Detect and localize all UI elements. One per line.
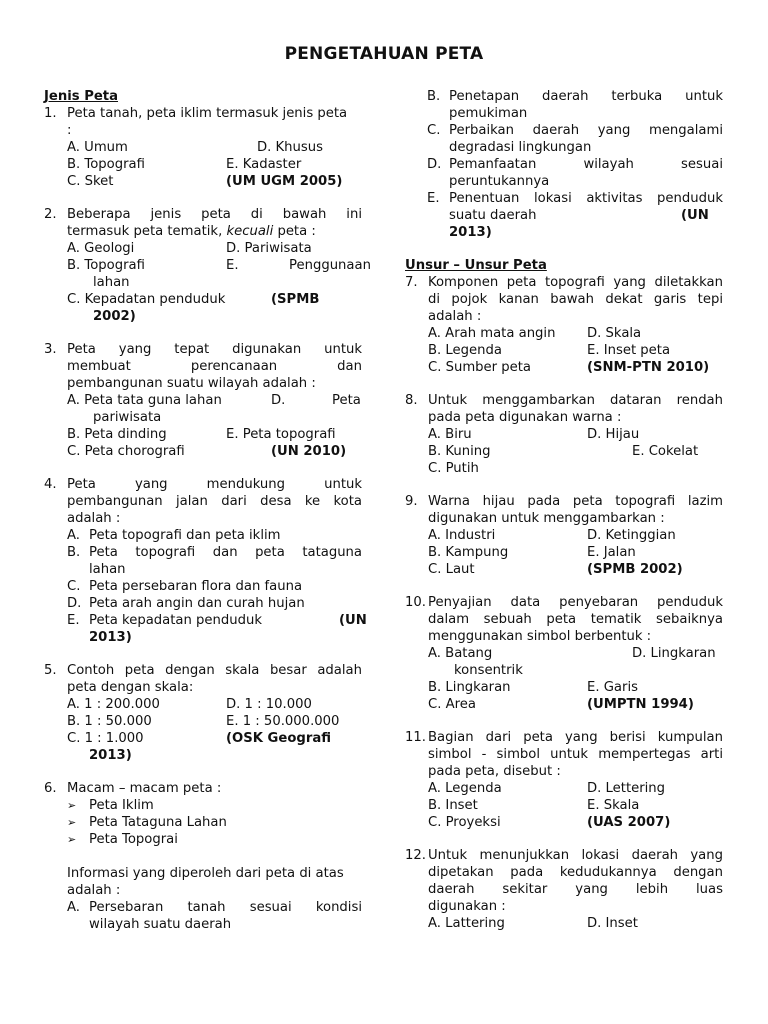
question-number: 2.	[44, 207, 57, 222]
option-c[interactable]: C. Sket	[67, 174, 114, 189]
question-text: Untuk menunjukkan lokasi daerah yang	[428, 848, 723, 863]
option-a[interactable]: A. 1 : 200.000	[67, 697, 160, 712]
source-label: (SNM-PTN 2010)	[587, 360, 710, 375]
option-d[interactable]	[67, 595, 362, 612]
option-c[interactable]	[67, 578, 362, 595]
question-text: Untuk menggambarkan dataran rendah	[428, 393, 723, 408]
arrow-bullet-icon: ➢	[67, 833, 77, 846]
arrow-bullet-icon: ➢	[67, 799, 77, 812]
question-text: Warna hijau pada peta topografi lazim	[428, 494, 723, 509]
question-6	[44, 780, 362, 933]
option-d[interactable]: D. Lingkaran	[632, 646, 716, 661]
question-text: pada peta digunakan warna :	[428, 410, 622, 425]
option-b[interactable]: B. Kampung	[428, 545, 509, 560]
question-number: 3.	[44, 342, 57, 357]
source-label-cont: 2002)	[93, 309, 136, 324]
question-text: digunakan :	[428, 899, 506, 914]
question-text: Macam – macam peta :	[67, 781, 222, 796]
question-1	[44, 105, 362, 190]
option-letter: B.	[427, 89, 441, 104]
source-label: (UN 2010)	[271, 444, 347, 459]
option-a[interactable]: A. Geologi	[67, 241, 135, 256]
source-label: (UN	[681, 208, 709, 223]
option-text: Peta topografi dan peta iklim	[89, 528, 281, 543]
option-e[interactable]: E. Skala	[587, 798, 640, 813]
source-label: (UN	[339, 613, 367, 628]
option-text: Peta arah angin dan curah hujan	[89, 596, 305, 611]
question-text: adalah :	[428, 309, 482, 324]
question-9	[405, 493, 723, 578]
option-e-wrap: suatu daerah	[449, 208, 537, 223]
list-item-text: Peta Tataguna Lahan	[89, 815, 227, 830]
question-number: 10.	[405, 595, 426, 610]
question-text: pada peta, disebut :	[428, 764, 561, 779]
option-letter: C.	[67, 579, 81, 594]
question-number: 9.	[405, 494, 418, 509]
option-e[interactable]: E. Cokelat	[632, 444, 699, 459]
option-c[interactable]	[427, 122, 723, 139]
option-text: Penetapan daerah terbuka untuk	[449, 89, 723, 104]
question-text-emphasis: kecuali	[226, 224, 274, 239]
option-a[interactable]: A. Arah mata angin	[428, 326, 556, 341]
source-label-cont: 2013)	[89, 630, 132, 645]
option-b[interactable]: B. Topografi	[67, 258, 145, 273]
question-text: :	[67, 123, 72, 138]
option-letter: D.	[67, 596, 82, 611]
question-text: adalah :	[67, 883, 121, 898]
question-text: Peta yang tepat digunakan untuk	[67, 342, 362, 357]
option-c[interactable]: C. 1 : 1.000	[67, 731, 144, 746]
option-e[interactable]: E. Inset peta	[587, 343, 671, 358]
option-d[interactable]: D. Pariwisata	[226, 241, 312, 256]
question-number: 6.	[44, 781, 57, 796]
option-letter: A.	[67, 528, 80, 543]
question-4	[44, 476, 367, 646]
option-d[interactable]: D. Skala	[587, 326, 642, 341]
option-b[interactable]: B. Inset	[428, 798, 478, 813]
option-e[interactable]: E. 1 : 50.000.000	[226, 714, 340, 729]
option-e[interactable]: E. Kadaster	[226, 157, 302, 172]
question-text: Penyajian data penyebaran penduduk	[428, 595, 723, 610]
page-title: PENGETAHUAN PETA	[284, 44, 484, 64]
option-b[interactable]: B. 1 : 50.000	[67, 714, 152, 729]
option-letter: A.	[67, 900, 80, 915]
source-label: (UAS 2007)	[587, 815, 671, 830]
source-label: (UMPTN 1994)	[587, 697, 694, 712]
option-d-letter[interactable]: D.	[271, 393, 286, 408]
option-text: Perbaikan daerah yang mengalami	[449, 123, 723, 138]
option-e[interactable]: Penggunaan	[289, 258, 371, 273]
option-d[interactable]: D. 1 : 10.000	[226, 697, 312, 712]
question-text-part: peta :	[273, 224, 316, 239]
left-column	[44, 88, 371, 933]
option-a[interactable]	[67, 527, 362, 544]
option-letter: B.	[67, 545, 81, 560]
option-e[interactable]: E. Peta topografi	[226, 427, 336, 442]
question-text: pembangunan suatu wilayah adalah :	[67, 376, 316, 391]
option-c[interactable]: C. Kepadatan penduduk	[67, 292, 226, 307]
option-text: Persebaran tanah sesuai kondisi	[89, 900, 362, 915]
question-text: adalah :	[67, 511, 121, 526]
option-e-letter[interactable]: E.	[226, 258, 239, 273]
option-b-wrap: lahan	[93, 275, 130, 290]
option-c[interactable]: C. Laut	[428, 562, 475, 577]
option-b-wrap: pemukiman	[449, 106, 528, 121]
section-heading-jenis-peta: Jenis Peta	[44, 89, 119, 104]
source-label-cont: 2013)	[89, 748, 132, 763]
option-d[interactable]: D. Hijau	[587, 427, 640, 442]
question-6-continued	[405, 88, 723, 241]
option-d-wrap: pariwisata	[93, 410, 162, 425]
list-item-text: Peta Iklim	[89, 798, 154, 813]
question-text: Peta tanah, peta iklim termasuk jenis peta	[67, 106, 348, 121]
source-label: (SPMB 2002)	[587, 562, 683, 577]
option-letter: E.	[67, 613, 80, 628]
question-number: 4.	[44, 477, 57, 492]
question-text: simbol - simbol untuk mempertegas arti	[428, 747, 723, 762]
option-b[interactable]: B. Legenda	[428, 343, 502, 358]
option-d[interactable]	[427, 156, 723, 173]
question-number: 5.	[44, 663, 57, 678]
question-text: Bagian dari peta yang berisi kumpulan	[428, 730, 723, 745]
question-text: Komponen peta topografi yang diletakkan	[428, 275, 723, 290]
section-heading-unsur-peta: Unsur – Unsur Peta	[405, 258, 547, 273]
question-number: 1.	[44, 106, 57, 121]
option-text: Peta topografi dan peta tataguna	[89, 545, 362, 560]
option-b[interactable]	[427, 88, 723, 105]
question-7	[405, 274, 723, 376]
option-c-wrap: degradasi lingkungan	[449, 140, 592, 155]
option-e[interactable]: E. Jalan	[587, 545, 636, 560]
option-a-wrap: wilayah suatu daerah	[89, 917, 232, 932]
option-a[interactable]	[67, 899, 362, 916]
question-text: membuat perencanaan dan	[67, 359, 362, 374]
source-label: (SPMB	[271, 292, 320, 307]
option-b[interactable]: B. Kuning	[428, 444, 491, 459]
option-b-wrap: lahan	[89, 562, 126, 577]
source-label: (UM UGM 2005)	[226, 174, 343, 189]
question-number: 8.	[405, 393, 418, 408]
question-text: dalam sebuah peta tematik sebaiknya	[428, 612, 723, 627]
question-5	[44, 662, 362, 764]
question-text: Contoh peta dengan skala besar adalah	[67, 663, 362, 678]
option-d-wrap: konsentrik	[454, 663, 523, 678]
question-number: 7.	[405, 275, 418, 290]
question-text: di pojok kanan bawah dekat garis tepi	[428, 292, 723, 307]
question-12	[405, 847, 723, 932]
option-letter: D.	[427, 157, 442, 172]
option-text: Peta persebaran flora dan fauna	[89, 579, 303, 594]
option-d[interactable]: D. Ketinggian	[587, 528, 676, 543]
option-a[interactable]: A. Lattering	[428, 916, 505, 931]
question-text: dipetakan pada kedudukannya dengan	[428, 865, 723, 880]
question-2	[44, 206, 371, 325]
option-b[interactable]: B. Lingkaran	[428, 680, 511, 695]
list-item	[67, 797, 362, 814]
question-number: 11.	[405, 730, 426, 745]
option-letter: E.	[427, 191, 440, 206]
list-item	[67, 831, 362, 848]
option-a[interactable]: A. Biru	[428, 427, 472, 442]
question-10	[405, 594, 723, 713]
option-a[interactable]: A. Peta tata guna lahan	[67, 393, 222, 408]
option-d[interactable]: D. Lettering	[587, 781, 666, 796]
option-c[interactable]: C. Proyeksi	[428, 815, 501, 830]
option-text: Peta kepadatan penduduk	[89, 613, 262, 628]
question-3	[44, 341, 362, 460]
question-11	[405, 729, 723, 831]
option-text: Penentuan lokasi aktivitas penduduk	[449, 191, 723, 206]
option-letter: C.	[427, 123, 441, 138]
question-text: digunakan untuk menggambarkan :	[428, 511, 665, 526]
list-item	[67, 814, 362, 831]
option-c[interactable]: C. Putih	[428, 461, 479, 476]
question-text-part: termasuk peta tematik,	[67, 224, 227, 239]
option-c[interactable]: C. Area	[428, 697, 476, 712]
right-column	[405, 88, 723, 932]
option-b[interactable]: B. Topografi	[67, 157, 145, 172]
option-a[interactable]: A. Legenda	[428, 781, 502, 796]
option-a[interactable]: A. Umum	[67, 140, 128, 155]
option-d-wrap: peruntukannya	[449, 174, 550, 189]
option-e[interactable]	[427, 190, 723, 207]
question-text: Beberapa jenis peta di bawah ini	[67, 207, 362, 222]
list-item-text: Peta Topograi	[89, 832, 178, 847]
option-a[interactable]: A. Industri	[428, 528, 496, 543]
option-b[interactable]: B. Peta dinding	[67, 427, 167, 442]
option-d[interactable]: Peta	[332, 393, 361, 408]
question-text: Informasi yang diperoleh dari peta di atas	[67, 866, 344, 881]
source-label-cont: 2013)	[449, 225, 492, 240]
option-b[interactable]	[67, 544, 362, 561]
question-text	[67, 223, 316, 240]
option-c[interactable]: C. Peta chorografi	[67, 444, 185, 459]
option-c[interactable]: C. Sumber peta	[428, 360, 532, 375]
source-label: (OSK Geografi	[226, 731, 331, 746]
arrow-bullet-icon: ➢	[67, 816, 77, 829]
question-8	[405, 392, 723, 477]
question-text: menggunakan simbol berbentuk :	[428, 629, 652, 644]
option-d[interactable]: D. Khusus	[257, 140, 324, 155]
option-text: Pemanfaatan wilayah sesuai	[449, 157, 723, 172]
option-a[interactable]: A. Batang	[428, 646, 493, 661]
question-text: daerah sekitar yang lebih luas	[428, 882, 723, 897]
question-text: peta dengan skala:	[67, 680, 194, 695]
question-text: Peta yang mendukung untuk	[67, 477, 362, 492]
option-e[interactable]: E. Garis	[587, 680, 638, 695]
question-number: 12.	[405, 848, 426, 863]
option-d[interactable]: D. Inset	[587, 916, 638, 931]
question-text: pembangunan jalan dari desa ke kota	[67, 494, 362, 509]
option-e[interactable]	[67, 612, 367, 629]
